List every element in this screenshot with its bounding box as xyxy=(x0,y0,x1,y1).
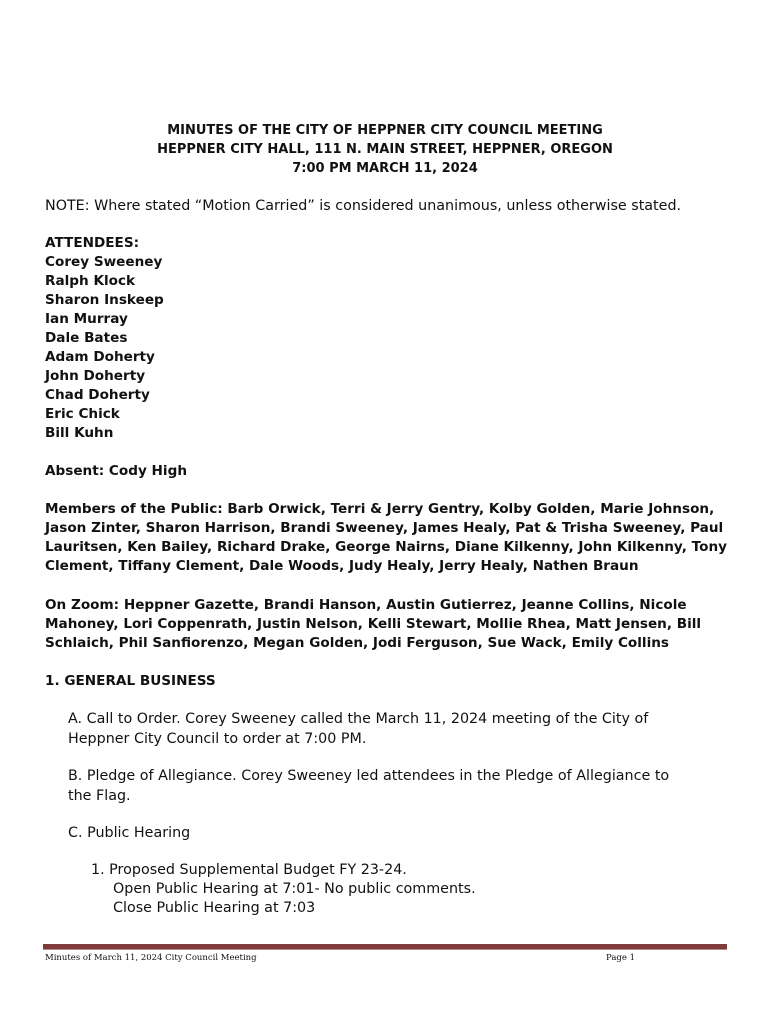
members-public-line: Jason Zinter, Sharon Harrison, Brandi Sweeney, James Healy, Pat & Trisha Sweeney, Paul xyxy=(45,520,724,536)
on-zoom-attendees xyxy=(45,596,735,653)
subitem-title: 1. Proposed Supplemental Budget FY 23-24. xyxy=(91,862,407,878)
item-text-line: A. Call to Order. Corey Sweeney called the March 11, 2024 meeting of the City of xyxy=(68,711,649,727)
members-public-line: Members of the Public: Barb Orwick, Terri & Jerry Gentry, Kolby Golden, Marie Johnson, xyxy=(45,501,715,517)
general-business-heading: 1. GENERAL BUSINESS xyxy=(45,673,216,689)
footer-divider xyxy=(43,944,727,950)
item-text-line: the Flag. xyxy=(68,788,131,804)
motion-note: NOTE: Where stated “Motion Carried” is considered unanimous, unless otherwise stated. xyxy=(45,198,682,214)
attendees-section xyxy=(45,234,164,443)
footer-document-title: Minutes of March 11, 2024 City Council Meeting xyxy=(45,953,257,963)
item-text-line: B. Pledge of Allegiance. Corey Sweeney led attendees in the Pledge of Allegiance to xyxy=(68,768,670,784)
subitem-open-hearing: Open Public Hearing at 7:01- No public comments. xyxy=(113,881,476,897)
attendee-name: Ralph Klock xyxy=(45,273,136,289)
attendee-name: Adam Doherty xyxy=(45,349,155,365)
attendee-name: John Doherty xyxy=(45,368,146,384)
item-text-line: Heppner City Council to order at 7:00 PM. xyxy=(68,731,367,747)
header-location: HEPPNER CITY HALL, 111 N. MAIN STREET, HEPPNER, OREGON xyxy=(157,142,613,157)
footer-page-number: Page 1 xyxy=(606,953,635,963)
members-public-line: Clement, Tiffany Clement, Dale Woods, Judy Healy, Jerry Healy, Nathen Braun xyxy=(45,558,639,574)
pledge-item xyxy=(68,766,669,806)
header-datetime: 7:00 PM MARCH 11, 2024 xyxy=(292,161,478,176)
call-to-order-item xyxy=(68,709,648,749)
attendee-name: Dale Bates xyxy=(45,330,128,346)
members-of-public xyxy=(45,500,735,576)
members-public-line: Lauritsen, Ken Bailey, Richard Drake, George Nairns, Diane Kilkenny, John Kilkenny, Tony xyxy=(45,539,727,555)
absent-line xyxy=(45,462,735,481)
document-header xyxy=(45,121,725,178)
attendees-heading: ATTENDEES: xyxy=(45,235,140,251)
item-text-line: C. Public Hearing xyxy=(68,825,191,841)
on-zoom-line: On Zoom: Heppner Gazette, Brandi Hanson, Austin Gutierrez, Jeanne Collins, Nicole xyxy=(45,597,687,613)
attendee-name: Eric Chick xyxy=(45,406,120,422)
public-hearing-item xyxy=(68,823,190,843)
attendee-name: Corey Sweeney xyxy=(45,254,163,270)
supplemental-budget-subitem xyxy=(91,861,476,918)
attendee-name: Sharon Inskeep xyxy=(45,292,164,308)
on-zoom-line: Schlaich, Phil Sanfiorenzo, Megan Golden, Jodi Ferguson, Sue Wack, Emily Collins xyxy=(45,635,670,651)
header-title: MINUTES OF THE CITY OF HEPPNER CITY COUNCIL MEETING xyxy=(167,123,603,138)
on-zoom-line: Mahoney, Lori Coppenrath, Justin Nelson, Kelli Stewart, Mollie Rhea, Matt Jensen, Bill xyxy=(45,616,702,632)
subitem-close-hearing: Close Public Hearing at 7:03 xyxy=(113,900,316,916)
attendee-name: Ian Murray xyxy=(45,311,128,327)
attendee-name: Chad Doherty xyxy=(45,387,150,403)
absent-text: Absent: Cody High xyxy=(45,463,187,479)
attendee-name: Bill Kuhn xyxy=(45,425,114,441)
